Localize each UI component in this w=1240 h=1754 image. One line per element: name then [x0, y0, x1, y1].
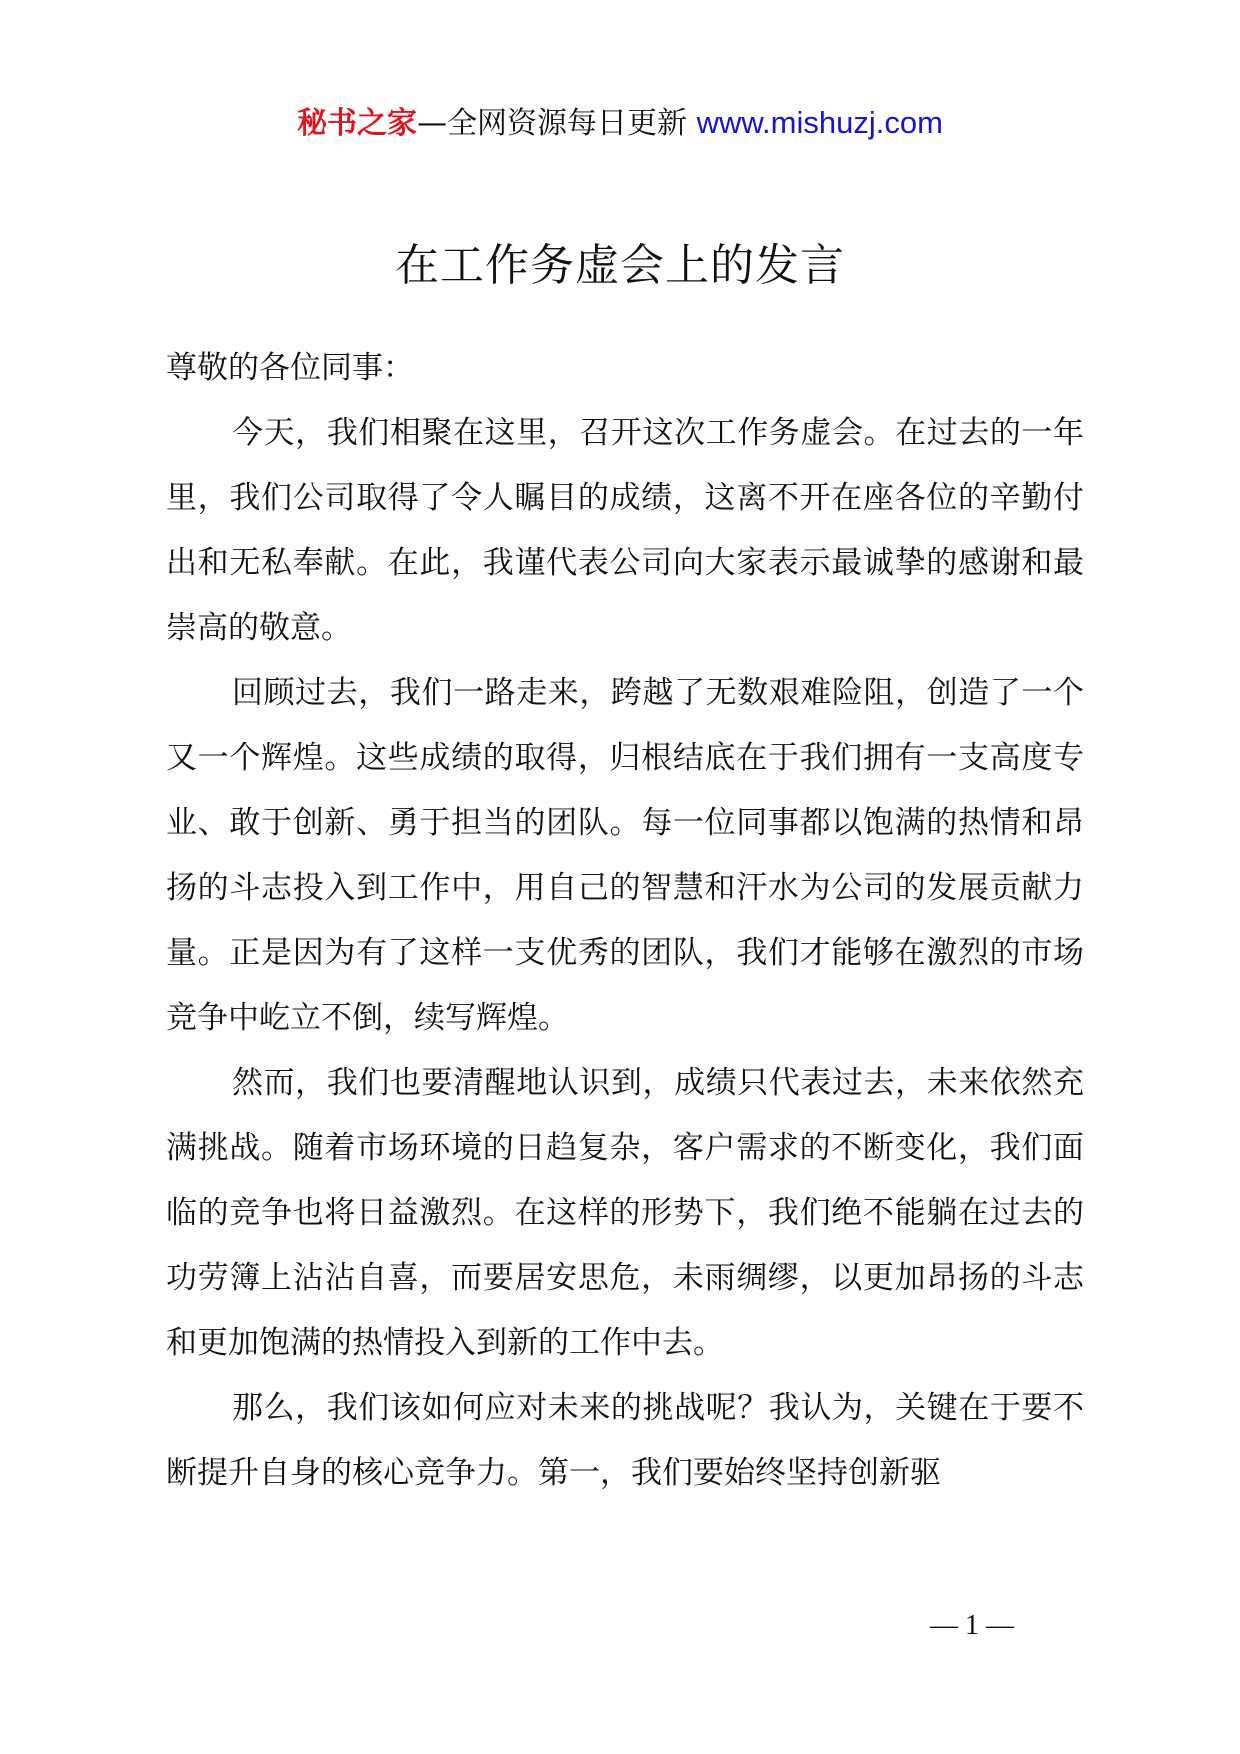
brand-name: 秘书之家: [297, 106, 418, 141]
paragraph-1: 今天，我们相聚在这里，召开这次工作务虚会。在过去的一年里，我们公司取得了令人瞩目的成绩，这离不开在座各位的辛勤付出和无私奉献。在此，我谨代表公司向大家表示最诚挚的感谢和最崇高的敬意。: [166, 415, 1084, 646]
site-header-banner: [0, 103, 1240, 144]
salutation: 尊敬的各位同事：: [166, 350, 414, 386]
header-tagline: —全网资源每日更新: [417, 106, 688, 141]
document-body: [166, 336, 1084, 1506]
paragraph-3: 然而，我们也要清醒地认识到，成绩只代表过去，未来依然充满挑战。随着市场环境的日趋复杂，客户需求的不断变化，我们面临的竞争也将日益激烈。在这样的形势下，我们绝不能躺在过去的功劳簿上沾沾自喜，而要居安思危，未雨绸缪，以更加昂扬的斗志和更加饱满的热情投入到新的工作中去。: [166, 1065, 1084, 1361]
paragraph-2: 回顾过去，我们一路走来，跨越了无数艰难险阻，创造了一个又一个辉煌。这些成绩的取得，归根结底在于我们拥有一支高度专业、敢于创新、勇于担当的团队。每一位同事都以饱满的热情和昂扬的斗志投入到工作中，用自己的智慧和汗水为公司的发展贡献力量。正是因为有了这样一支优秀的团队，我们才能够在激烈的市场竞争中屹立不倒，续写辉煌。: [166, 675, 1084, 1036]
site-url-link[interactable]: www.mishuzj.com: [696, 105, 943, 140]
paragraph-4: 那么，我们该如何应对未来的挑战呢？我认为，关键在于要不断提升自身的核心竞争力。第一，我们要始终坚持创新驱: [166, 1390, 1084, 1491]
page-number: — 1 —: [930, 1610, 1014, 1641]
document-title: 在工作务虚会上的发言: [395, 240, 845, 291]
